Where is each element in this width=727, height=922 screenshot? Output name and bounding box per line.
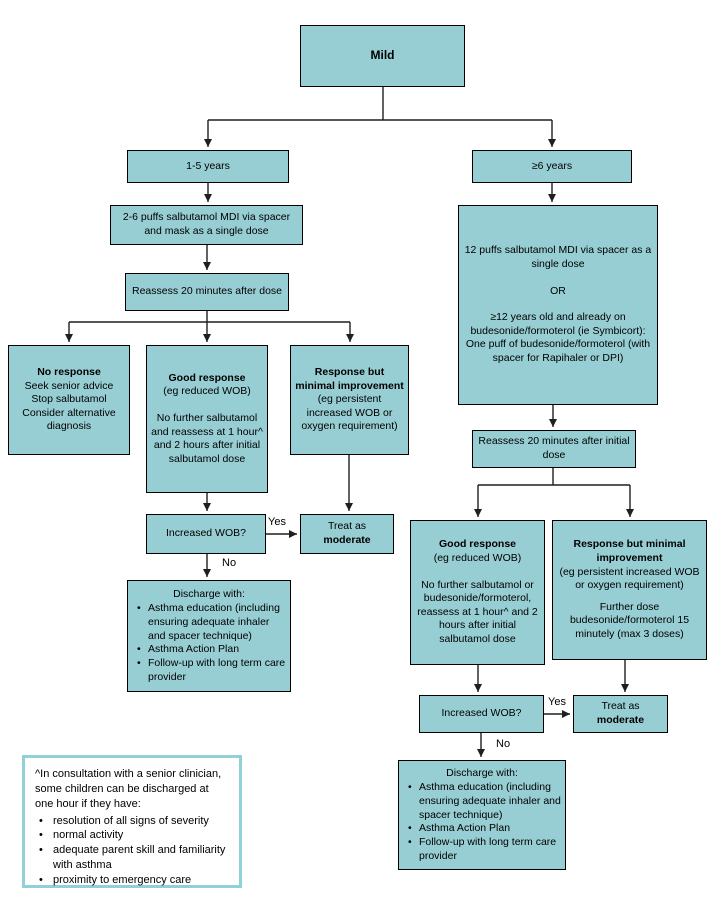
node-minimal-response-1-5-title: Response but minimal improvement (295, 365, 404, 392)
footnote-bullet: • resolution of all signs of severity (37, 814, 228, 829)
node-no-response (8, 345, 130, 455)
node-no-response-line: Seek senior advice (24, 379, 114, 392)
node-minimal-response-6-plus-body: Further dose budesonide/formoterol 15 minutely (max 3 doses) (569, 600, 690, 641)
node-no-response-line: Stop salbutamol (31, 393, 107, 406)
node-dose-6-plus-p1: 12 puffs salbutamol MDI via spacer as a single dose (464, 244, 652, 270)
edge-label-yes-6-plus: Yes (548, 696, 566, 708)
node-minimal-response-6-plus-title: Response but minimal improvement (573, 538, 686, 564)
node-increased-wob-1-5 (146, 514, 266, 554)
node-treat-moderate-6-plus-line1: Treat as (601, 700, 640, 713)
node-good-response-1-5-subtitle: (eg reduced WOB) (163, 385, 251, 398)
node-age-6-plus (472, 150, 632, 183)
node-treat-moderate-1-5-line1: Treat as (327, 520, 367, 533)
node-minimal-response-1-5 (290, 345, 409, 455)
node-good-response-6-plus-body: No further salbutamol or budesonide/formoterol, reassess at 1 hour^ and 2 hours after initial salbutamol dose (417, 578, 538, 646)
node-dose-6-plus-p3: ≥12 years old and already on budesonide/formoterol (ie Symbicort): (470, 311, 646, 337)
footnote-bullet: • proximity to emergency care (37, 873, 228, 888)
node-mild (300, 25, 465, 87)
node-treat-moderate-1-5-line2: moderate (323, 534, 371, 546)
node-reassess-1-5 (125, 273, 289, 311)
footnote-bullets (35, 814, 229, 888)
node-minimal-response-6-plus-subtitle: (eg persistent increased WOB or oxygen requirement) (559, 565, 700, 592)
node-dose-1-5 (110, 205, 303, 245)
node-age-1-5 (127, 150, 289, 183)
node-no-response-line: Consider alternative diagnosis (22, 406, 116, 433)
node-good-response-6-plus-title: Good response (438, 538, 516, 551)
node-good-response-1-5-title: Good response (168, 371, 246, 384)
discharge-bullet: • Asthma Action Plan (406, 822, 561, 836)
node-minimal-response-1-5-subtitle: (eg persistent increased WOB or oxygen requirement) (301, 393, 398, 433)
edge-label-yes-1-5: Yes (268, 516, 286, 528)
node-increased-wob-6-plus-label: Increased WOB? (441, 707, 522, 720)
footnote-bullet: • adequate parent skill and familiarity with asthma (37, 843, 228, 873)
node-reassess-1-5-label: Reassess 20 minutes after dose (132, 285, 282, 298)
node-treat-moderate-6-plus-line2: moderate (596, 714, 645, 726)
node-increased-wob-6-plus (419, 695, 544, 733)
node-good-response-6-plus-subtitle: (eg reduced WOB) (433, 551, 522, 564)
discharge-bullet: • Asthma education (including ensuring adequate inhaler and spacer technique) (135, 602, 286, 643)
footnote-box (22, 755, 242, 888)
node-reassess-6-plus (472, 430, 636, 468)
node-age-1-5-label: 1-5 years (186, 159, 230, 172)
node-increased-wob-1-5-label: Increased WOB? (166, 527, 246, 540)
node-good-response-1-5-body: No further salbutamol and reassess at 1 hour^ and 2 hours after initial salbutamol dose (151, 411, 263, 465)
discharge-bullet: • Follow-up with long term care provider (135, 657, 286, 684)
node-no-response-title: No response (37, 365, 101, 378)
node-good-response-6-plus (410, 520, 545, 665)
node-dose-6-plus (458, 205, 658, 405)
node-dose-6-plus-p2: OR (550, 284, 566, 297)
node-treat-moderate-1-5 (300, 514, 394, 554)
node-reassess-6-plus-label: Reassess 20 minutes after initial dose (478, 435, 630, 461)
node-discharge-6-plus (398, 760, 566, 870)
node-discharge-6-plus-bullets (402, 781, 562, 863)
node-dose-1-5-label: 2-6 puffs salbutamol MDI via spacer and mask as a single dose (122, 211, 291, 237)
node-age-6-plus-label: ≥6 years (531, 159, 573, 172)
edge-label-no-1-5: No (222, 557, 237, 569)
node-minimal-response-6-plus (552, 520, 707, 660)
node-good-response-1-5 (146, 345, 268, 493)
node-discharge-1-5 (127, 580, 291, 692)
node-treat-moderate-6-plus (573, 695, 668, 733)
node-mild-label: Mild (370, 48, 395, 63)
edge-label-no-6-plus: No (496, 738, 511, 750)
node-discharge-1-5-bullets (131, 602, 287, 684)
node-dose-6-plus-p4: One puff of budesonide/formoterol (with spacer for Rapihaler or DPI) (465, 338, 651, 365)
footnote-bullet: • normal activity (37, 828, 228, 843)
discharge-bullet: • Asthma Action Plan (135, 643, 286, 657)
discharge-bullet: • Asthma education (including ensuring adequate inhaler and spacer technique) (406, 781, 561, 822)
footnote-intro: ^In consultation with a senior clinician, some children can be discharged at one hour if they have: (35, 768, 222, 810)
node-discharge-1-5-title: Discharge with: (173, 587, 245, 600)
node-discharge-6-plus-title: Discharge with: (446, 766, 518, 779)
discharge-bullet: • Follow-up with long term care provider (406, 836, 561, 863)
